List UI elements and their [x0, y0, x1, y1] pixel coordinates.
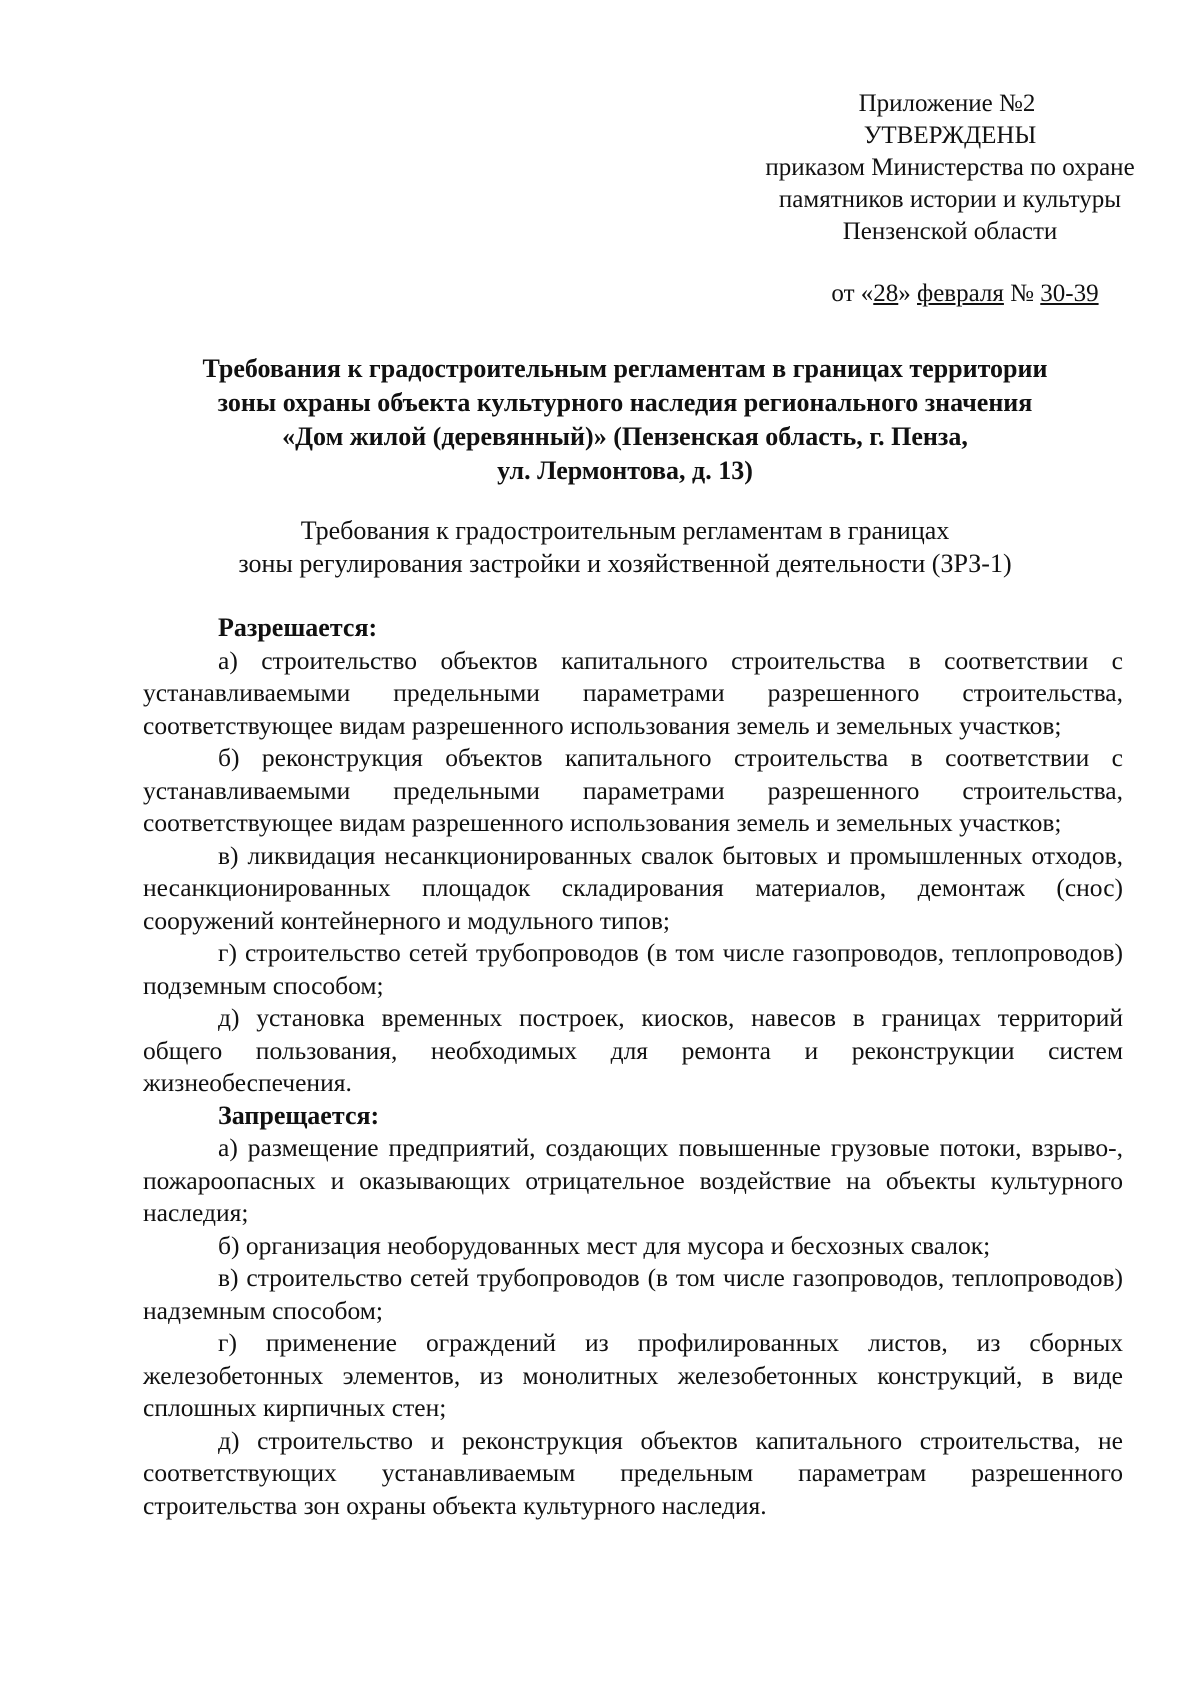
order-date-line — [720, 278, 1180, 310]
approval-line-3: Пензенской области — [842, 218, 1058, 245]
allowed-heading: Разрешается: — [218, 613, 378, 642]
allowed-item: д) установка временных построек, киосков, навесов в границах территорий общего пользования, необходимых для ремонта и реконструкции систем жизнеобеспечения. — [143, 1003, 1123, 1097]
allowed-item: г) строительство сетей трубопроводов (в том числе газопроводов, теплопроводов) подземным способом; — [143, 938, 1123, 1000]
forbidden-item: б) организация необорудованных мест для мусора и бесхозных свалок; — [218, 1230, 991, 1260]
document-title — [150, 352, 1100, 488]
document-body — [143, 612, 1123, 1522]
subtitle-line: зоны регулирования застройки и хозяйственной деятельности (ЗРЗ-1) — [238, 549, 1012, 578]
forbidden-item: д) строительство и реконструкция объектов капитального строительства, не соответствующих устанавливаемым предельным параметрам разрешенного строительства зон охраны объекта культурного наследия. — [143, 1425, 1123, 1520]
document-subtitle — [150, 514, 1100, 580]
forbidden-item: г) применение ограждений из профилированных листов, из сборных железобетонных элементов, из монолитных железобетонных конструкций, в виде сплошных кирпичных стен; — [143, 1328, 1123, 1422]
allowed-item: в) ликвидация несанкционированных свалок бытовых и промышленных отходов, несанкционированных площадок складирования материалов, демонтаж (снос) сооружений контейнерного и модульного типов; — [143, 840, 1123, 935]
title-line: «Дом жилой (деревянный)» (Пензенская область, г. Пенза, — [282, 422, 968, 451]
forbidden-heading: Запрещается: — [218, 1100, 380, 1130]
approval-line-2: памятников истории и культуры — [778, 186, 1122, 213]
title-line: Требования к градостроительным регламентам в границах территории — [202, 354, 1048, 383]
title-line: зоны охраны объекта культурного наследия регионального значения — [217, 388, 1033, 417]
number-prefix: № — [1003, 280, 1041, 307]
date-day: 28 — [873, 280, 899, 307]
appendix-number: Приложение №2 — [858, 90, 1036, 117]
allowed-item: а) строительство объектов капитального строительства в соответствии с устанавливаемыми предельными параметрами разрешенного строительства, соответствующее видам разрешенного использования земель и земельных участков; — [143, 645, 1123, 740]
approval-line-1: приказом Министерства по охране — [765, 154, 1135, 181]
forbidden-item: а) размещение предприятий, создающих повышенные грузовые потоки, взрыво-, пожароопасных и оказывающих отрицательное воздействие на объекты культурного наследия; — [143, 1133, 1123, 1227]
date-prefix: от « — [831, 280, 874, 307]
order-number: 30-39 — [1040, 280, 1099, 307]
forbidden-item: в) строительство сетей трубопроводов (в том числе газопроводов, теплопроводов) надземным способом; — [143, 1263, 1123, 1325]
subtitle-line: Требования к градостроительным регламентам в границах — [300, 516, 950, 545]
date-mid: » — [898, 280, 918, 307]
title-line: ул. Лермонтова, д. 13) — [497, 456, 753, 485]
approved-label: УТВЕРЖДЕНЫ — [863, 122, 1037, 149]
date-month: февраля — [917, 280, 1004, 307]
approval-block — [720, 88, 1180, 310]
allowed-item: б) реконструкция объектов капитального строительства в соответствии с устанавливаемыми предельными параметрами разрешенного строительства, соответствующее видам разрешенного использования земель и земельных участков; — [143, 743, 1123, 837]
